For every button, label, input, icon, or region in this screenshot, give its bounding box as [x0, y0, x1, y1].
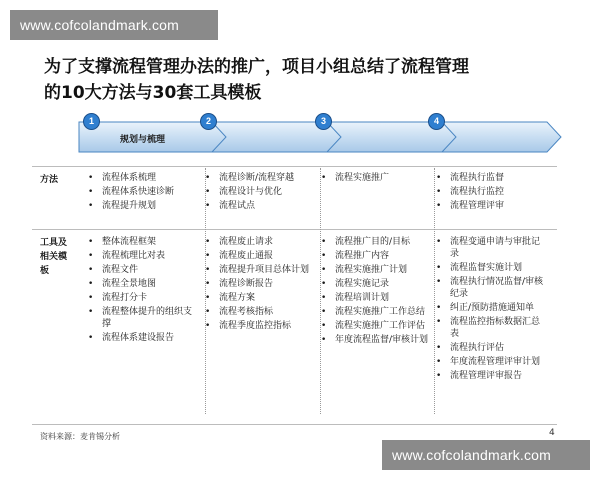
methods-col-4 — [436, 172, 544, 214]
tool-item: • 纠正/预防措施通知单 — [436, 302, 544, 314]
method-item: • 流程执行监督 — [436, 172, 544, 184]
tool-item: • 流程实施推广工作总结 — [321, 306, 429, 318]
tool-item: • 年度流程管理评审计划 — [436, 356, 544, 368]
tool-item: • 流程废止请求 — [205, 236, 313, 248]
method-item: • 流程设计与优化 — [205, 186, 313, 198]
watermark-top: www.cofcolandmark.com — [10, 10, 218, 40]
methods-col-3 — [321, 172, 429, 186]
tools-col-1 — [88, 236, 196, 346]
source-note: 资料来源：麦肯锡分析 — [40, 432, 120, 441]
tool-item: • 流程方案 — [205, 292, 313, 304]
method-item: • 流程诊断/流程穿越 — [205, 172, 313, 184]
page-title-line-1: 为了支撑流程管理办法的推广，项目小组总结了流程管理 — [44, 57, 469, 77]
step-number-3: 3 — [315, 113, 332, 130]
process-arrow-band — [75, 108, 565, 158]
methods-col-1 — [88, 172, 196, 214]
tool-item: • 整体流程框架 — [88, 236, 196, 248]
method-item: • 流程体系梳理 — [88, 172, 196, 184]
tool-item: • 流程执行情况监督/审核纪录 — [436, 276, 544, 300]
tool-item: • 流程季度监控指标 — [205, 320, 313, 332]
tools-col-3 — [321, 236, 429, 348]
tool-item: • 流程培训计划 — [321, 292, 429, 304]
column-separator-3 — [434, 168, 435, 414]
method-item: • 流程试点 — [205, 200, 313, 212]
step-number-1: 1 — [83, 113, 100, 130]
tool-item: • 流程全景地图 — [88, 278, 196, 290]
tool-item: • 流程整体提升的组织支撑 — [88, 306, 196, 330]
tool-item: • 流程实施推广计划 — [321, 264, 429, 276]
tools-top-divider — [32, 229, 557, 230]
tool-item: • 流程监控指标数据汇总表 — [436, 316, 544, 340]
method-item: • 流程体系快速诊断 — [88, 186, 196, 198]
footer-divider — [32, 424, 557, 425]
tool-item: • 流程监督实施计划 — [436, 262, 544, 274]
method-item: • 流程提升规划 — [88, 200, 196, 212]
tool-item: • 年度流程监督/审核计划 — [321, 334, 429, 346]
method-item: • 流程实施推广 — [321, 172, 429, 184]
tool-item: • 流程废止通报 — [205, 250, 313, 262]
tool-item: • 流程诊断报告 — [205, 278, 313, 290]
method-item: • 流程管理评审 — [436, 200, 544, 212]
tool-item: • 流程梳理比对表 — [88, 250, 196, 262]
tool-item: • 流程文件 — [88, 264, 196, 276]
step-number-4: 4 — [428, 113, 445, 130]
tool-item: • 流程打分卡 — [88, 292, 196, 304]
tool-item: • 流程执行评估 — [436, 342, 544, 354]
watermark-bottom: www.cofcolandmark.com — [382, 440, 590, 470]
methods-col-2 — [205, 172, 313, 214]
tool-item: • 流程考核指标 — [205, 306, 313, 318]
tools-col-4 — [436, 236, 544, 384]
tools-col-2 — [205, 236, 313, 334]
step-label-1: 规划与梳理 — [120, 135, 166, 145]
tool-item: • 流程推广内容 — [321, 250, 429, 262]
page-number: 4 — [549, 428, 555, 438]
methods-top-divider — [32, 166, 557, 167]
tool-item: • 流程变通申请与审批记录 — [436, 236, 544, 260]
step-number-2: 2 — [200, 113, 217, 130]
methods-row-label: 方法 — [40, 175, 59, 185]
tool-item: • 流程实施推广工作评估 — [321, 320, 429, 332]
tool-item: • 流程提升项目总体计划 — [205, 264, 313, 276]
tools-row-label: 工具及相关模板 — [40, 238, 68, 276]
tool-item: • 流程体系建设报告 — [88, 332, 196, 344]
tool-item: • 流程推广目的/目标 — [321, 236, 429, 248]
tool-item: • 流程实施记录 — [321, 278, 429, 290]
method-item: • 流程执行监控 — [436, 186, 544, 198]
page-title-line-2: 的10大方法与30套工具模板 — [44, 83, 262, 103]
tool-item: • 流程管理评审报告 — [436, 370, 544, 382]
